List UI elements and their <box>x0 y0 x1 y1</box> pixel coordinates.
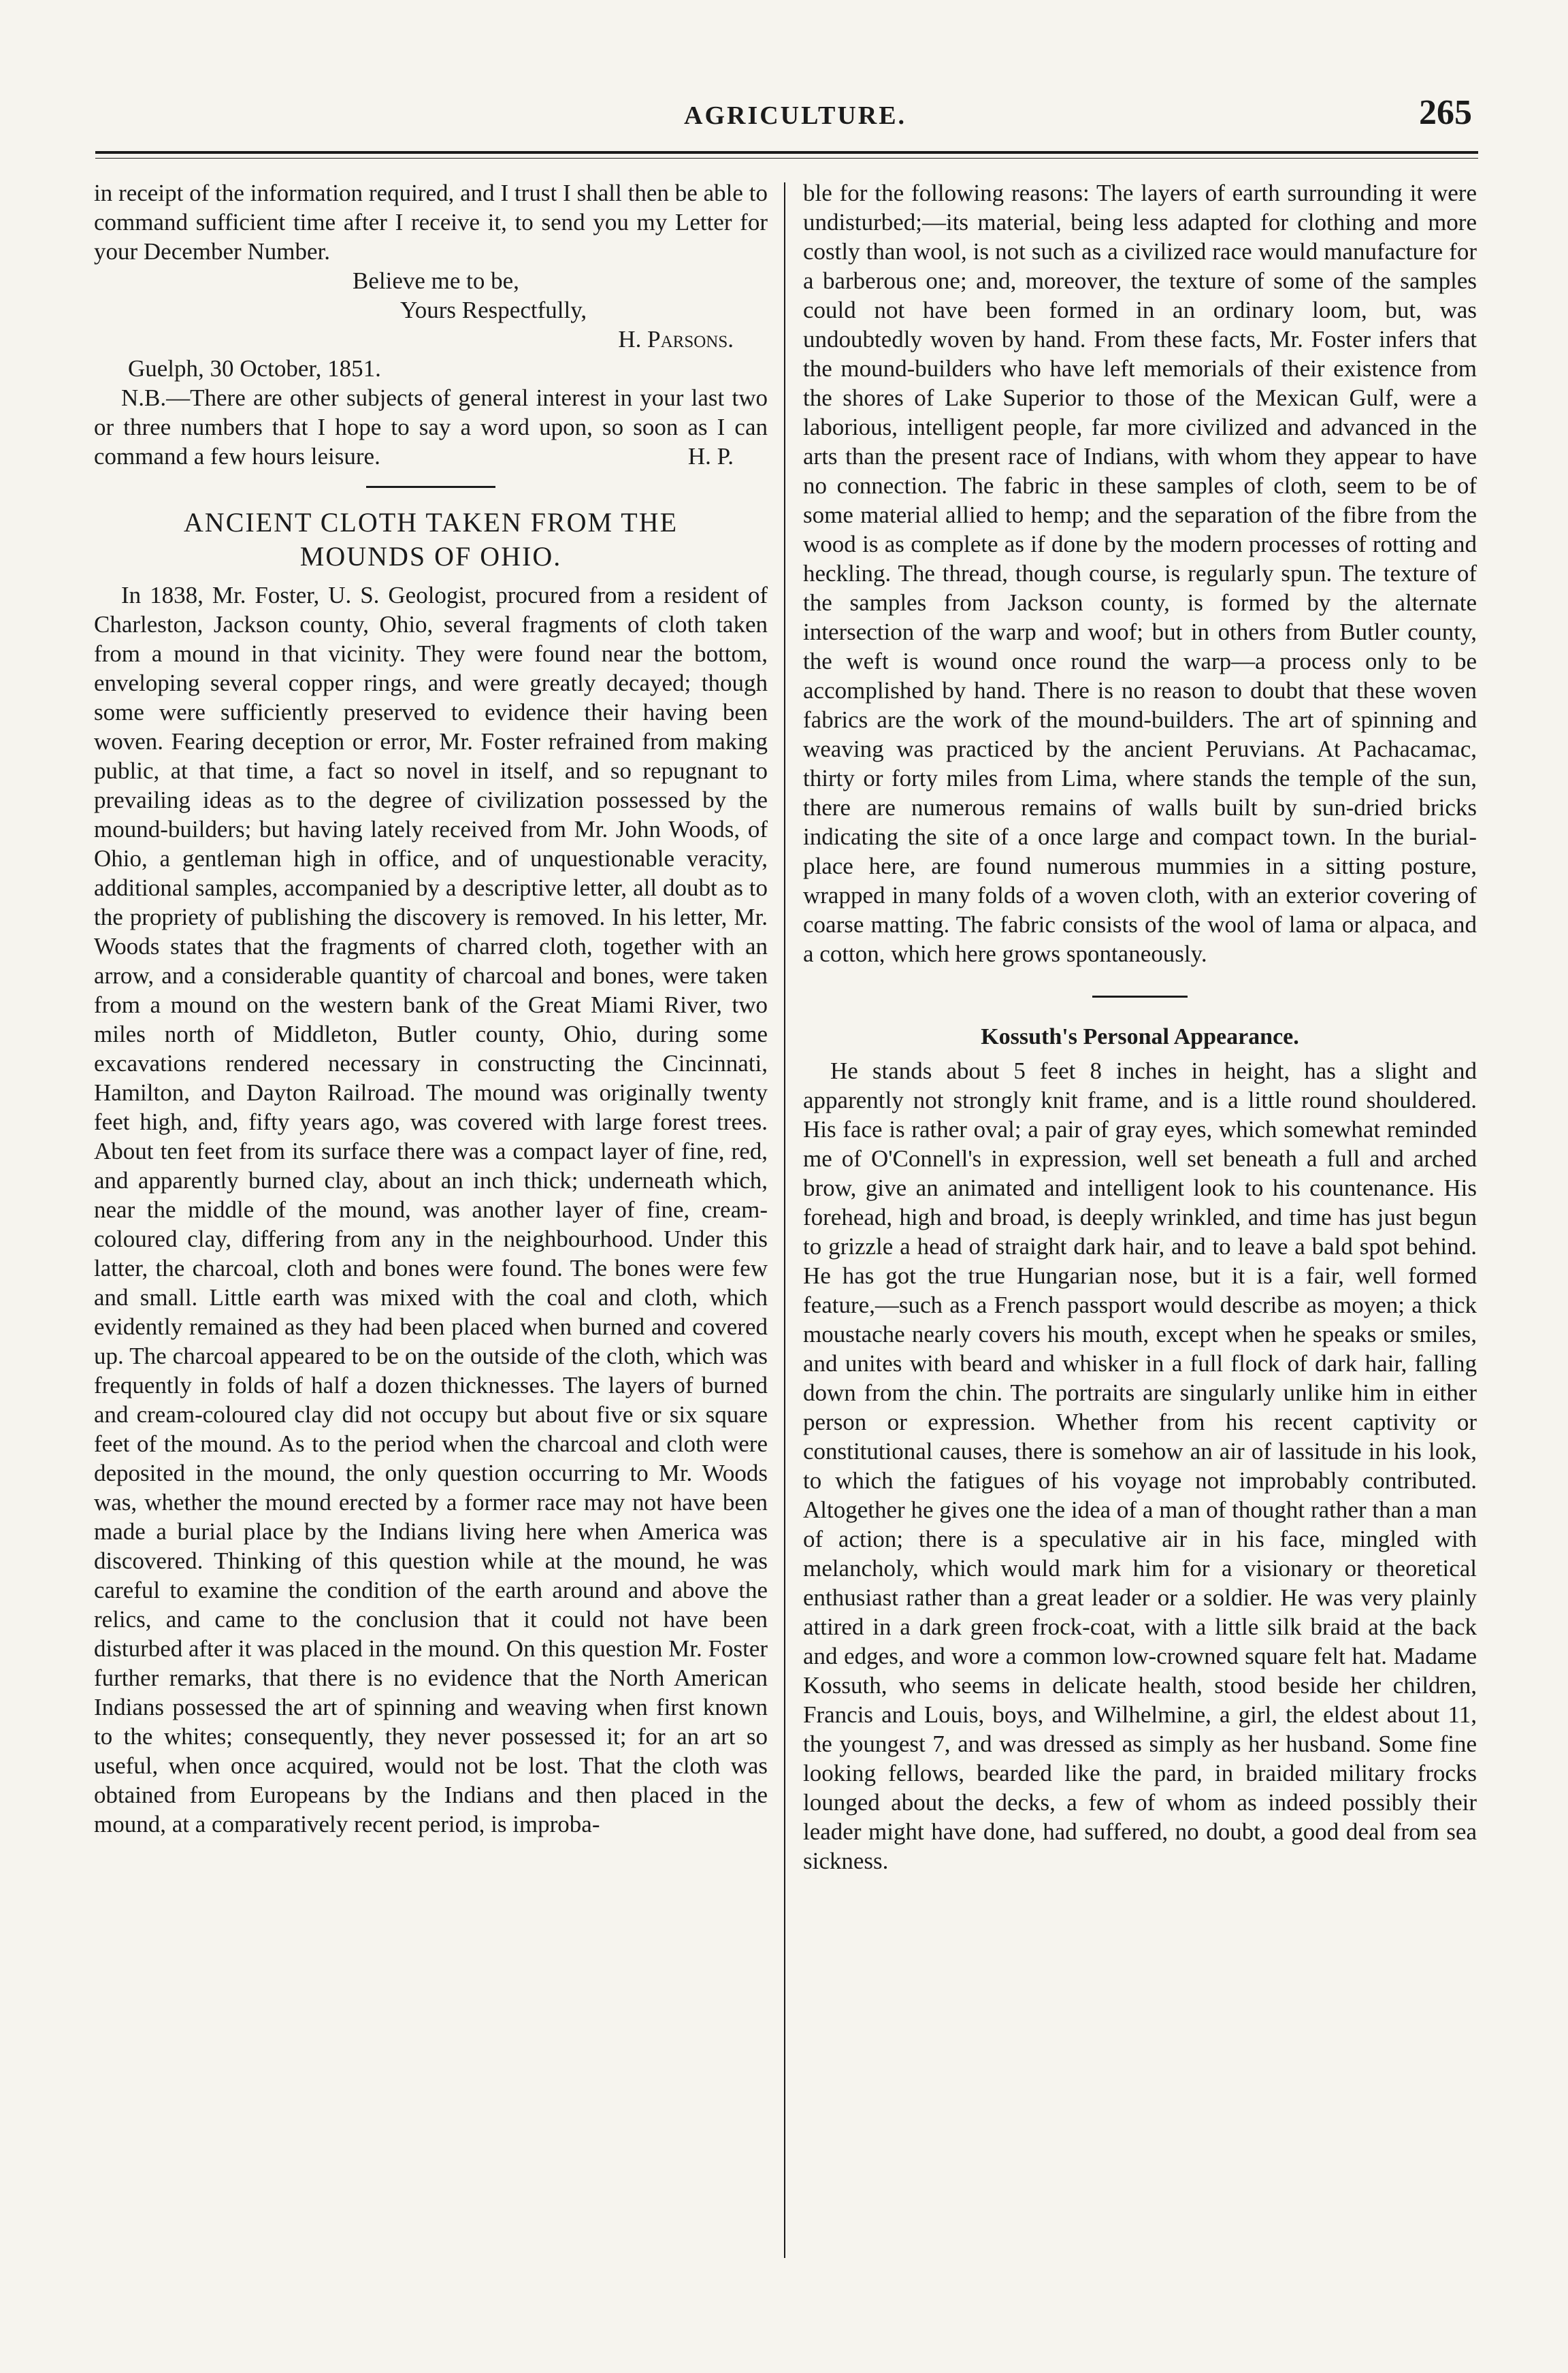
article-title-line2: MOUNDS OF OHIO. <box>299 541 562 572</box>
article-title <box>94 506 768 574</box>
running-head: AGRICULTURE. <box>684 101 907 130</box>
letter-signature: H. Parsons. <box>618 326 734 353</box>
letter-closing-line1: Believe me to be, <box>353 267 519 294</box>
letter-dateline: Guelph, 30 October, 1851. <box>128 355 381 382</box>
header-rule <box>95 151 1478 154</box>
left-column <box>94 178 768 1839</box>
page-number: 265 <box>1419 93 1472 132</box>
right-column <box>803 178 1477 1876</box>
header-rule-thin <box>95 158 1478 159</box>
article-title-line1: ANCIENT CLOTH TAKEN FROM THE <box>183 507 679 538</box>
kossuth-body: He stands about 5 feet 8 inches in height, has a slight and apparently not strongly knit frame, and is a little round shouldered. His face is rather oval; a pair of gray eyes, which somewhat reminded me of O'Connell's in expression, well set beneath a full and arched brow, give an animated and intelligent look to his countenance. His forehead, high and broad, is deeply wrinkled, and time has just begun to grizzle a head of straight dark hair, and to leave a bald spot behind. He has got the true Hungarian nose, but it is a fair, well formed feature,—such as a French passport would describe as moyen; a thick moustache nearly covers his mouth, except when he speaks or smiles, and unites with beard and whisker in a full flock of dark hair, falling down from the chin. The portraits are singularly unlike him in either person or expression. Whether from his recent captivity or constitutional causes, there is somehow an air of lassitude in his look, to which the fatigues of his voyage not improbably contributed. Altogether he gives one the idea of a man of thought rather than a man of action; there is a speculative air in his face, mingled with melancholy, which would mark him for a visionary or theoretical enthusiast rather than a great leader or a soldier. He was very plainly attired in a dark green frock-coat, with a little silk braid at the back and edges, and wore a common low-crowned square felt hat. Madame Kossuth, who seems in delicate health, stood beside her children, Francis and Louis, boys, and Wilhelmine, a girl, the eldest about 11, the youngest 7, and was dressed as simply as her husband. Some fine looking fellows, bearded like the pard, in braided military frocks lounged about the decks, a few of whom as indeed possibly their leader might have done, had suffered, no doubt, a good deal from sea sickness. <box>803 1058 1477 1874</box>
letter-postscript: N.B.—There are other subjects of general interest in your last two or three numbers that I hope to say a word upon, so soon as I can command a few hours leisure. <box>94 384 768 470</box>
article-body-right: ble for the following reasons: The layers of earth surrounding it were undisturbed;—its material, being less adapted for clothing and more costly than wool, is not such as a civilized race would manufacture for a barberous one; and, moreover, the texture of some of the samples could not have been formed in an ordinary loom, but, was undoubtedly woven by hand. From these facts, Mr. Foster infers that the mound-builders who have left memorials of their existence from the shores of Lake Superior to those of the Mexican Gulf, were a laborious, intelligent people, far more civilized and advanced in the arts than the present race of Indians, with whom they appear to have no connection. The fabric in these samples of cloth, seem to be of some material allied to hemp; and the separation of the fibre from the wood is as complete as if done by the modern processes of rotting and heckling. The thread, though course, is regularly spun. The texture of the samples from Jackson county, is formed by the alternate intersection of the warp and woof; but in others from Butler county, the weft is wound once round the warp—a process only to be accomplished by hand. There is no reason to doubt that these woven fabrics are the work of the mound-builders. The art of spinning and weaving was practiced by the ancient Peruvians. At Pachacamac, thirty or forty miles from Lima, where stands the temple of the sun, there are numerous remains of walls built by sun-dried bricks indicating the site of a once large and compact town. In the burial-place here, are found numerous mummies in a sitting posture, wrapped in many folds of a woven cloth, with an exterior covering of coarse matting. The fabric consists of the wool of lama or alpaca, and a cotton, which here grows spontaneously. <box>803 180 1477 967</box>
section-separator-right <box>1092 996 1188 998</box>
kossuth-title: Kossuth's Personal Appearance. <box>981 1024 1299 1049</box>
letter-closing-line2: Yours Respectfully, <box>400 297 587 323</box>
article-body-left: In 1838, Mr. Foster, U. S. Geologist, procured from a resident of Charleston, Jackson county, Ohio, several fragments of cloth taken from a mound in that vicinity. They were found near the bottom, enveloping several copper rings, and were greatly decayed; though some were sufficiently preserved to evidence their having been woven. Fearing deception or error, Mr. Foster refrained from making public, at that time, a fact so novel in itself, and so repugnant to prevailing ideas as to the degree of civilization possessed by the mound-builders; but having lately received from Mr. John Woods, of Ohio, a gentleman high in office, and of unquestionable veracity, additional samples, accompanied by a descriptive letter, all doubt as to the propriety of publishing the discovery is removed. In his letter, Mr. Woods states that the fragments of charred cloth, together with an arrow, and a considerable quantity of charcoal and bones, were taken from a mound on the western bank of the Great Miami River, two miles north of Middleton, Butler county, Ohio, during some excavations rendered necessary in constructing the Cincinnati, Hamilton, and Dayton Railroad. The mound was originally twenty feet high, and, fifty years ago, was covered with large forest trees. About ten feet from its surface there was a compact layer of fine, red, and apparently burned clay, about an inch thick; underneath which, near the middle of the mound, was another layer of fine, cream-coloured clay, differing from any in the neighbourhood. Under this latter, the charcoal, cloth and bones were found. The bones were few and small. Little earth was mixed with the coal and cloth, which evidently remained as they had been placed when burned and covered up. The charcoal appeared to be on the outside of the cloth, which was frequently in folds of half a dozen thicknesses. The layers of burned and cream-coloured clay did not occupy but about five or six square feet of the mound. As to the period when the charcoal and cloth were deposited in the mound, the only question occurring to Mr. Woods was, whether the mound erected by a former race may not have been made a burial place by the Indians living here when America was discovered. Thinking of this question while at the mound, he was careful to examine the condition of the earth around and above the relics, and came to the conclusion that it could not have been disturbed after it was placed in the mound. On this question Mr. Foster further remarks, that there is no evidence that the North American Indians possessed the art of spinning and weaving when first known to the whites; consequently, they never possessed it; for an art so useful, when once acquired, would not be lost. That the cloth was obtained from Europeans by the Indians and then placed in the mound, at a comparatively recent period, is improba- <box>94 582 768 1837</box>
letter-continuation: in receipt of the information required, and I trust I shall then be able to command sufficient time after I receive it, to send you my Letter for your December Number. <box>94 180 768 265</box>
section-separator <box>366 486 495 488</box>
postscript-initials: H. P. <box>687 443 734 470</box>
column-divider <box>784 182 785 2258</box>
